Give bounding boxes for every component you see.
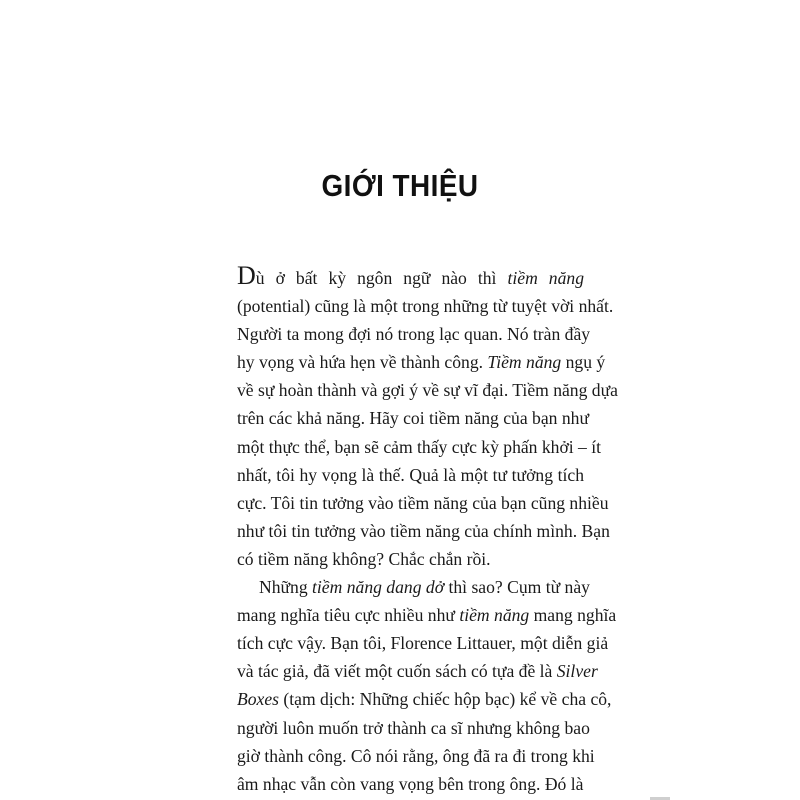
text-run: hy vọng và hứa hẹn về thành công. (237, 352, 488, 373)
text-run: giờ thành công. Cô nói rằng, ông đã ra đi trong khi (237, 745, 595, 766)
text-line (237, 629, 609, 657)
italic-term: Boxes (237, 689, 280, 710)
text-run: có tiềm năng không? Chắc chắn rồi. (237, 548, 491, 569)
text-run: như tôi tin tưởng vào tiềm năng của chính mình. Bạn (237, 520, 610, 541)
text-run: một thực thể, bạn sẽ cảm thấy cực kỳ phấn khởi – ít (237, 436, 602, 457)
drop-cap: D (237, 261, 256, 290)
text-run: trên các khả năng. Hãy coi tiềm năng của bạn như (237, 408, 589, 429)
text-line (237, 433, 602, 461)
text-run: (potential) cũng là một trong những từ tuyệt vời nhất. (237, 296, 614, 317)
text-run: thì sao? Cụm từ này (444, 577, 590, 598)
text-line (237, 601, 617, 629)
paragraph-2 (237, 573, 617, 798)
italic-term: Silver (556, 661, 598, 682)
text-run: tích cực vậy. Bạn tôi, Florence Littauer, một diễn giả (237, 633, 609, 654)
text-run: ù ở bất kỳ ngôn ngữ nào thì (255, 268, 508, 288)
italic-term: Tiềm năng (487, 352, 562, 373)
text-run: về sự hoàn thành và gợi ý về sự vĩ đại. Tiềm năng dựa (237, 380, 618, 401)
paragraph-1 (237, 261, 618, 573)
text-run: Người ta mong đợi nó trong lạc quan. Nó tràn đầy (237, 324, 591, 345)
text-line (237, 376, 618, 404)
text-line (237, 489, 609, 517)
italic-term: tiềm năng (459, 605, 530, 626)
text-line (237, 320, 591, 348)
text-line (237, 770, 584, 798)
text-run: và tác giả, đã viết một cuốn sách có tựa đề là (237, 661, 557, 682)
text-line (237, 685, 612, 713)
text-line (237, 404, 589, 432)
text-run: mang nghĩa tiêu cực nhiều như (237, 605, 460, 626)
text-line (237, 461, 584, 489)
italic-term: tiềm năng (507, 268, 584, 288)
text-run: Những (259, 577, 313, 598)
text-run: ngụ ý (561, 352, 606, 373)
text-run: mang nghĩa (529, 605, 617, 626)
text-line (237, 573, 590, 601)
text-line (237, 714, 590, 742)
text-line (237, 545, 584, 573)
text-line (237, 657, 598, 685)
text-run: âm nhạc vẫn còn vang vọng bên trong ông. Đó là (237, 773, 584, 794)
text-run: cực. Tôi tin tưởng vào tiềm năng của bạn cũng nhiều (237, 492, 609, 513)
text-line (237, 292, 614, 320)
text-line (237, 261, 584, 292)
body-text (237, 261, 618, 798)
text-run: nhất, tôi hy vọng là thế. Quả là một tư tưởng tích (237, 464, 584, 485)
text-run: (tạm dịch: Những chiếc hộp bạc) kể về cha cô, (279, 689, 612, 710)
text-line (237, 348, 606, 376)
text-line (237, 742, 595, 770)
text-line (237, 517, 610, 545)
italic-term: tiềm năng dang dở (312, 577, 445, 598)
text-run: người luôn muốn trở thành ca sĩ nhưng không bao (237, 717, 590, 738)
chapter-title: GIỚI THIỆU (321, 168, 479, 203)
